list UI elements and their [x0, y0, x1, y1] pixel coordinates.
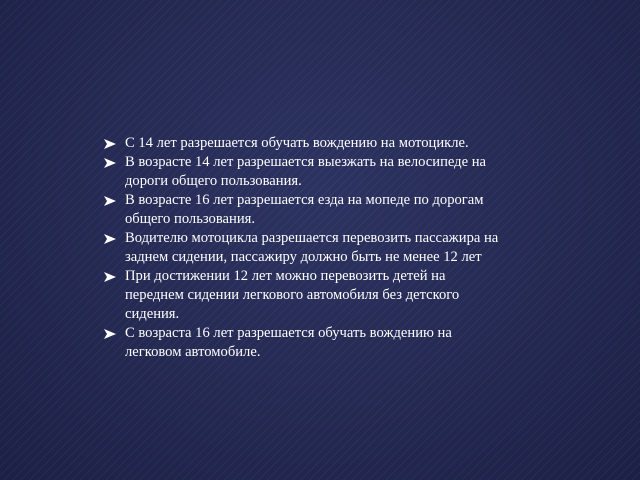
arrowhead-bullet-icon — [104, 329, 116, 339]
arrowhead-bullet-icon — [104, 272, 116, 282]
arrowhead-bullet-icon — [104, 196, 116, 206]
bullet-item-1 — [104, 134, 504, 153]
bullet-text: При достижении 12 лет можно перевозить детей на переднем сидении легкового автомобиля без детского сидения. — [125, 268, 460, 322]
bullet-text: В возрасте 14 лет разрешается выезжать на велосипеде на дороги общего пользования. — [125, 154, 487, 189]
bullet-list — [104, 134, 504, 362]
bullet-item-2 — [104, 153, 504, 191]
bullet-text: Водителю мотоцикла разрешается перевозить пассажира на заднем сидении, пассажиру должно быть не менее 12 лет — [125, 230, 499, 265]
arrowhead-bullet-icon — [104, 139, 116, 149]
arrowhead-bullet-icon — [104, 158, 116, 168]
bullet-text: В возрасте 16 лет разрешается езда на мопеде по дорогам общего пользования. — [125, 192, 484, 227]
bullet-text: С возраста 16 лет разрешается обучать вождению на легковом автомобиле. — [125, 325, 452, 360]
bullet-item-6 — [104, 324, 504, 362]
bullet-item-3 — [104, 191, 504, 229]
bullet-item-4 — [104, 229, 504, 267]
arrowhead-bullet-icon — [104, 234, 116, 244]
bullet-item-5 — [104, 267, 504, 324]
bullet-text: С 14 лет разрешается обучать вождению на мотоцикле. — [125, 135, 469, 151]
